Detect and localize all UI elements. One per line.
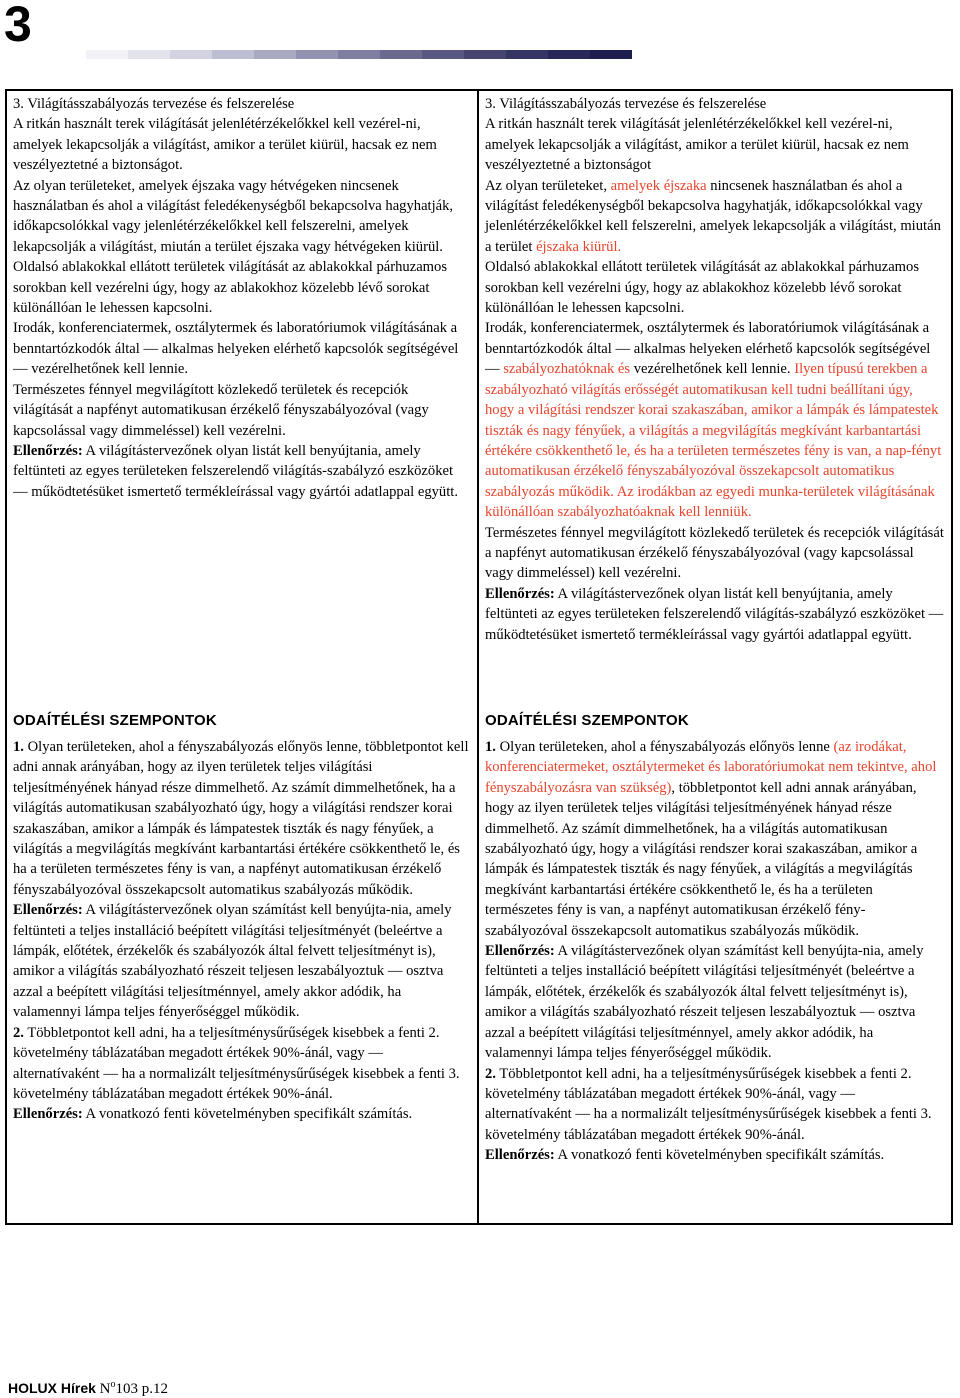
revision-highlight: (az irodákat, konferenciatermeket, osztálytermeket és laboratóriumokat nem tekintve, ahol fényszabályozásra van szükség) [485,739,937,796]
header-bar-segment [464,50,506,59]
criterion-2: 2. Többletpontot kell adni, ha a teljesítménysűrűségek kisebbek a fenti 2. követelmény táblázatában megadott értékek 90%-ánál, vagy — alternatívaként — ha a normalizált teljesítménysűrűségek kisebbek a fenti 3. követelmény táblázatában megadott értékek 90%-ánál. [485,1065,932,1143]
criteria-block [13,737,469,1125]
header-gradient-bar [44,50,632,59]
original-text-column [7,91,479,1223]
paragraph: A ritkán használt terek világítását jelenlétérzékelőkkel kell vezérel-ni, amelyek lekapcsolják a világítást, amikor a terület kiürül, hacsak ez nem veszélyeztetné a biztonságot [485,116,909,174]
paragraph: Az olyan területeket, amelyek éjszaka vagy hétvégeken nincsenek használatban és ahol a világítást feledékenységből bekapcsolva hagyhatják, időkapcsolókkal vagy jelenlétérzékelőkkel kell felszerelni, amelyek lekapcsolják a világítást, miután a terület éjszaka vagy hétvégeken kiürül. [13,177,454,255]
header-bar-segment [44,50,86,59]
section-title: 3. Világításszabályozás tervezése és felszerelése [13,96,295,112]
criteria-block [485,737,943,1166]
publication-name: HOLUX Hírek [8,1380,96,1396]
header-bar-segment [86,50,128,59]
header-bar-segment [338,50,380,59]
header-bar-segment [422,50,464,59]
paragraph: Az olyan területeket, amelyek éjszaka nincsenek használatban és ahol a világítást feledékenységből bekapcsolva hagyhatják, időkapcsolókkal vagy jelenlétérzékelőkkel kell felszerelni, amelyek lekapcsolják a világítást, miután a terület éjszaka kiürül. [485,177,941,255]
criterion-1: 1. Olyan területeken, ahol a fényszabályozás előnyös lenne (az irodákat, konferenciatermeket, osztálytermeket és laboratóriumokat nem tekintve, ahol fényszabályozásra van szükség), többletpontot kell adni annak arányában, hogy az ilyen területek teljes világítási teljesítményének hányad része dimmelhető. Az számít dimmelhetőnek, ha a világítás automatikusan szabályozható úgy, hogy a világítási rendszer korai szakaszában, amikor a lámpák és lámpatestek tiszták és nagy fényűek, a világítás a megvilágítás megkívánt karbantartási értékére csökkenthető le, és ha a területen természetes fény is van, a napfényt automatikusan érzékelő fény-szabályozóval összekapcsolt automatikus szabályozás működik. [485,739,937,939]
paragraph: Irodák, konferenciatermek, osztálytermek és laboratóriumok világításának a benntartózkodók által — alkalmas helyeken elérhető kapcsolók segítségével — vezérelhetőnek kell lennie. [13,320,459,378]
paragraph: A ritkán használt terek világítását jelenlétérzékelőkkel kell vezérel-ni, amelyek lekapcsolják a világítást, amikor a terület kiürül, hacsak ez nem veszélyeztetné a biztonságot. [13,116,437,174]
header-bar-segment [590,50,632,59]
criterion-2-verification: Ellenőrzés: A vonatkozó fenti követelményben specifikált számítás. [485,1147,885,1164]
verification-paragraph: Ellenőrzés: A világítástervezőnek olyan listát kell benyújtania, amely feltünteti az egyes területeken felszerelendő világítás-szabályzó eszközöket — működtetésüket ismertető termékleírással vagy gyártói adatlappal együtt. [13,442,458,500]
header-bar-segment [548,50,590,59]
header-bar-segment [170,50,212,59]
criteria-heading: ODAÍTÉLÉSI SZEMPONTOK [485,712,689,729]
revised-text-column [479,91,951,1223]
paragraph: Természetes fénnyel megvilágított közlekedő területek és recepciók világítását a napfényt automatikusan érzékelő fényszabályozóval (vagy kapcsolással vagy dimmeléssel) kell vezérelni. [485,524,944,582]
criterion-1-verification: Ellenőrzés: A világítástervezőnek olyan számítást kell benyújta-nia, amely feltünteti a teljes installáció beépített világítási teljesítményét (beleértve a lámpák, előtétek, érzékelők és szabályozók által felvett teljesítményt is), amikor a világítás szabályozható részeit teljesen leszabályoztuk — osztva azzal a beépített világítási teljesítménnyel, amely akkor adódik, ha valamennyi lámpa teljes fényerőséggel működik. [13,902,452,1021]
header-bar-segment [380,50,422,59]
verification-paragraph: Ellenőrzés: A világítástervezőnek olyan listát kell benyújtania, amely feltünteti az egyes területeken felszerelendő világítás-szabályzó eszközöket — működtetésüket ismertető termékleírással vagy gyártói adatlappal együtt. [485,585,944,643]
paragraph: Természetes fénnyel megvilágított közlekedő területek és recepciók világítását a napfényt automatikusan érzékelő fényszabályozóval (vagy kapcsolással vagy dimmeléssel) kell vezérelni. [13,381,429,439]
page-footer: HOLUX Hírek $N^o103$ p.12 [8,1379,169,1397]
revision-highlight: éjszaka kiürül. [536,238,622,255]
criteria-heading: ODAÍTÉLÉSI SZEMPONTOK [13,712,217,729]
revision-highlight: amelyek éjszaka [610,177,707,194]
header-bar-segment [128,50,170,59]
paragraph: Irodák, konferenciatermek, osztálytermek és laboratóriumok világításának a benntartózkodók által — alkalmas helyeken elérhető kapcsolók segítségével — szabályozhatóknak és vezérelhetőnek kell lennie. Ilyen típusú terekben a szabályozható világítás erősségét automatikusan kell tudni beállítani úgy, hogy a világítási rendszer korai szakaszában, amikor a lámpák és lámpatestek tiszták és nagy fényűek, a világítás a megvilágítás megkívánt karbantartási értékére csökkenthető le, és ha a területen természetes fény is van, a nap-fényt automatikusan érzékelő fényszabályozóval összekapcsolt automatikus szabályozás működik. Az irodákban az egyedi munka-területek világításának különállóan szabályozhatóaknak kell lenniük. [485,320,942,521]
revision-highlight: Ilyen típusú terekben a szabályozható világítás erősségét automatikusan kell tudni beállítani úgy, hogy a világítási rendszer korai szakaszában, amikor a lámpák és lámpatestek tiszták és nagy fényűek, a világítás a megvilágítás megkívánt karbantartási értékére csökkenthető le, és ha a területen természetes fény is van, a nap-fényt automatikusan érzékelő fényszabályozóval összekapcsolt automatikus szabályozás működik. Az irodákban az egyedi munka-területek világításának különállóan szabályozhatóaknak kell lenniük. [485,361,942,521]
page-number: 3 [4,0,32,52]
header-bar-segment [212,50,254,59]
header-bar-segment [296,50,338,59]
paragraph: Oldalsó ablakokkal ellátott területek világítását az ablakokkal párhuzamos sorokban kell vezérelni úgy, hogy az ablakokhoz közelebb lévő sorokat különállóan le lehessen kapcsolni. [485,259,920,317]
issue-and-page: 103 p.12 [115,1381,169,1397]
comparison-table [5,89,953,1225]
header-bar-segment [506,50,548,59]
criterion-1: 1. Olyan területeken, ahol a fényszabályozás előnyös lenne, többletpontot kell adni annak arányában, hogy az ilyen területek teljes világítási teljesítményének hányad része dimmelhető. Az számít dimmelhetőnek, ha a világítás automatikusan szabályozható úgy, hogy a világítási rendszer korai szakaszában, amikor a lámpák és lámpatestek tiszták és nagy fényűek, a világítás a megvilágítás megkívánt karbantartási értékére csökkenthető le, és ha a területen természetes fény is van, a napfényt automatikusan érzékelő fényszabályozóval összekapcsolt automatikus szabályozás működik. [13,739,469,898]
criterion-2-verification: Ellenőrzés: A vonatkozó fenti követelményben specifikált számítás. [13,1106,413,1123]
section-title: 3. Világításszabályozás tervezése és felszerelése [485,96,767,112]
criterion-2: 2. Többletpontot kell adni, ha a teljesítménysűrűségek kisebbek a fenti 2. követelmény táblázatában megadott értékek 90%-ánál, vagy — alternatívaként — ha a normalizált teljesítménysűrűségek kisebbek a fenti 3. követelmény táblázatában megadott értékek 90%-ánál. [13,1024,460,1102]
criterion-1-verification: Ellenőrzés: A világítástervezőnek olyan számítást kell benyújta-nia, amely feltünteti a teljes installáció beépített világítási teljesítményét (beleértve a lámpák, előtétek, érzékelők és szabályozók által felvett teljesítményt is), amikor a világítás szabályozható részeit teljesen leszabályoztuk — osztva azzal a beépített világítási teljesítménnyel, amely akkor adódik, ha valamennyi lámpa teljes fényerőséggel működik. [485,943,924,1062]
verification-label: Ellenőrzés: [13,442,83,459]
paragraph: Oldalsó ablakokkal ellátott területek világítását az ablakokkal párhuzamos sorokban kell vezérelni úgy, hogy az ablakokhoz közelebb lévő sorokat különállóan le lehessen kapcsolni. [13,259,448,317]
revision-highlight: szabályozhatóknak és [503,361,631,378]
header-bar-segment [254,50,296,59]
verification-label: Ellenőrzés: [485,585,555,602]
